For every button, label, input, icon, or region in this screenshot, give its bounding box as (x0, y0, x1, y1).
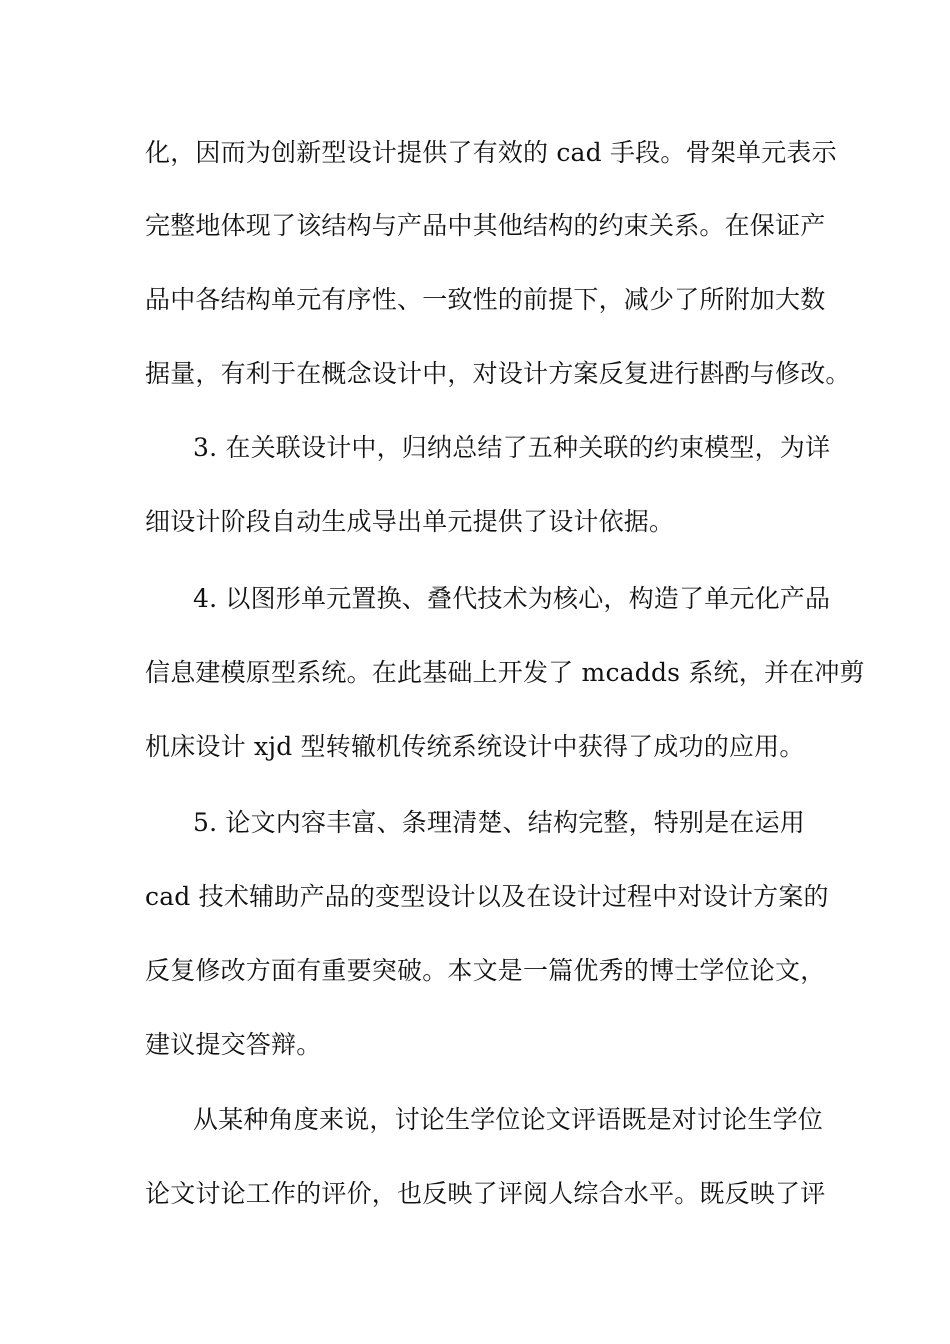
paragraph-line: 3. 在关联设计中，归纳总结了五种关联的约束模型，为详 (193, 433, 831, 462)
paragraph-line: 细设计阶段自动生成导出单元提供了设计依据。 (145, 507, 675, 536)
paragraph-line: 论文讨论工作的评价，也反映了评阅人综合水平。既反映了评 (145, 1179, 826, 1208)
paragraph-line: 完整地体现了该结构与产品中其他结构的约束关系。在保证产 (145, 211, 826, 240)
paragraph-line: 4. 以图形单元置换、叠代技术为核心，构造了单元化产品 (193, 584, 831, 613)
paragraph-line: 反复修改方面有重要突破。本文是一篇优秀的博士学位论文， (145, 956, 826, 985)
paragraph-line: cad 技术辅助产品的变型设计以及在设计过程中对设计方案的 (145, 882, 829, 911)
paragraph-line: 5. 论文内容丰富、条理清楚、结构完整，特别是在运用 (193, 808, 806, 837)
paragraph-line: 机床设计 xjd 型转辙机传统系统设计中获得了成功的应用。 (145, 732, 805, 761)
paragraph-line: 信息建模原型系统。在此基础上开发了 mcadds 系统，并在冲剪 (145, 658, 865, 687)
paragraph-line: 从某种角度来说，讨论生学位论文评语既是对讨论生学位 (193, 1105, 824, 1134)
paragraph-line: 建议提交答辩。 (145, 1030, 322, 1059)
paragraph-line: 化，因而为创新型设计提供了有效的 cad 手段。骨架单元表示 (145, 138, 837, 167)
paragraph-line: 品中各结构单元有序性、一致性的前提下，减少了所附加大数 (145, 285, 826, 314)
paragraph-line: 据量，有利于在概念设计中，对设计方案反复进行斟酌与修改。 (145, 359, 851, 388)
